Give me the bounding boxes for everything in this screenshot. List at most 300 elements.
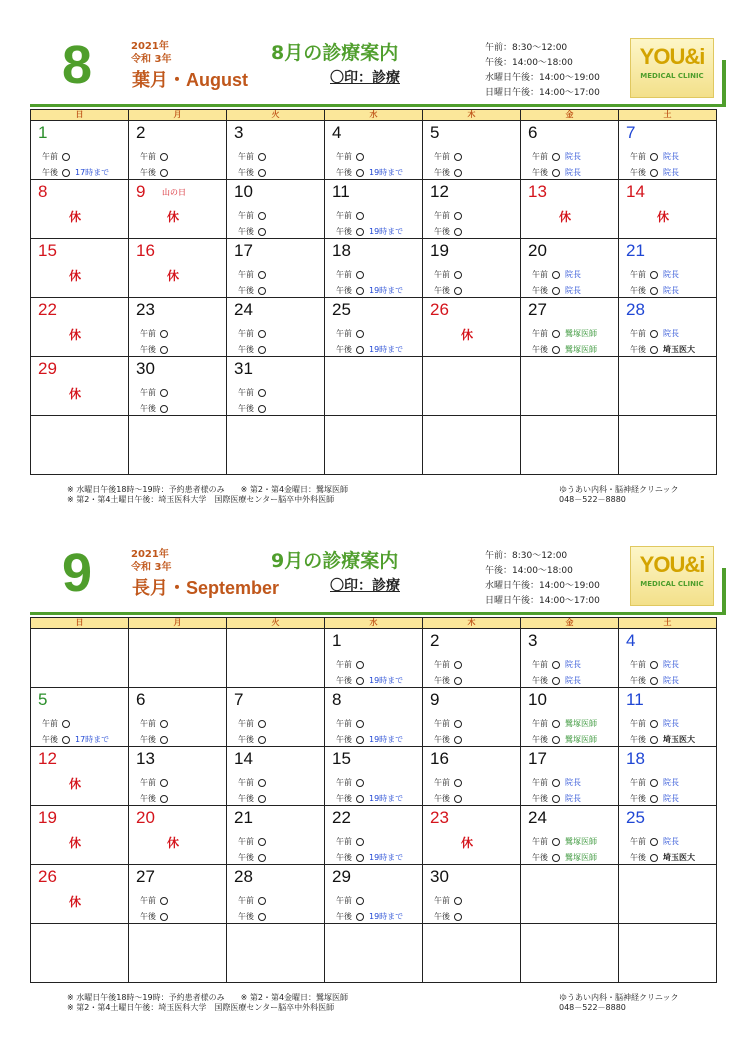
afternoon-slot <box>336 167 403 178</box>
open-circle-icon <box>552 795 560 803</box>
afternoon-slot <box>532 344 597 355</box>
empty-cell <box>227 629 325 688</box>
slot-note: 鷺塚医師 <box>565 735 597 744</box>
empty-cell <box>521 357 619 416</box>
slot-label: 午後 <box>630 794 646 803</box>
slot-label: 午前 <box>434 660 450 669</box>
weekday-header: 土 <box>619 618 717 629</box>
slot-label: 午前 <box>140 329 156 338</box>
day-number: 14 <box>234 749 253 768</box>
slot-label: 午後 <box>140 794 156 803</box>
slot-note: 院長 <box>663 719 679 728</box>
empty-cell <box>619 924 717 983</box>
day-number: 5 <box>38 690 48 709</box>
day-cell <box>423 806 521 865</box>
slot-label: 午後 <box>238 735 254 744</box>
afternoon-slot <box>140 167 173 178</box>
day-cell <box>227 239 325 298</box>
open-circle-icon <box>160 389 168 397</box>
day-cell <box>521 180 619 239</box>
closed-label: 休 <box>69 210 82 224</box>
slot-note: 院長 <box>565 778 581 787</box>
slot-note: 鷺塚医師 <box>565 837 597 846</box>
clinic-name: ゆうあい内科・脳神経クリニック <box>559 993 679 1002</box>
slot-label: 午前 <box>336 211 352 220</box>
slot-note: 鷺塚医師 <box>565 345 597 354</box>
afternoon-slot <box>140 793 173 804</box>
afternoon-slot <box>336 734 403 745</box>
page-title: 8月の診療案内 <box>271 42 399 64</box>
open-circle-icon <box>454 897 462 905</box>
open-circle-icon <box>258 287 266 295</box>
slot-note: 院長 <box>663 837 679 846</box>
slot-note: 17時まで <box>75 735 110 744</box>
day-cell <box>325 747 423 806</box>
day-number: 16 <box>430 749 449 768</box>
slot-note: 埼玉医大 <box>663 853 695 862</box>
day-number: 2 <box>136 123 146 142</box>
day-cell <box>129 747 227 806</box>
day-number: 12 <box>430 182 449 201</box>
slot-label: 午後 <box>336 676 352 685</box>
morning-slot <box>532 659 581 670</box>
day-cell <box>227 688 325 747</box>
slot-label: 午後 <box>434 794 450 803</box>
slot-label: 午前 <box>238 896 254 905</box>
slot-label: 午後 <box>532 853 548 862</box>
weekday-header: 月 <box>129 110 227 121</box>
day-number: 9 <box>136 182 146 201</box>
year-gregorian: 2021年 <box>131 549 169 560</box>
open-circle-icon <box>356 346 364 354</box>
day-cell <box>423 239 521 298</box>
closed-label: 休 <box>167 210 180 224</box>
day-number: 17 <box>528 749 547 768</box>
slot-label: 午後 <box>238 345 254 354</box>
morning-slot <box>434 895 467 906</box>
morning-slot <box>630 777 679 788</box>
slot-label: 午後 <box>140 168 156 177</box>
afternoon-slot <box>434 734 467 745</box>
morning-slot <box>238 210 271 221</box>
slot-note: 院長 <box>663 152 679 161</box>
day-cell <box>325 629 423 688</box>
slot-note: 19時まで <box>369 345 404 354</box>
slot-note: 院長 <box>565 676 581 685</box>
footer-notes <box>67 485 348 505</box>
closed-label: 休 <box>167 269 180 283</box>
slot-label: 午後 <box>434 676 450 685</box>
logo-subtitle: MEDICAL CLINIC <box>640 72 704 80</box>
slot-label: 午後 <box>140 404 156 413</box>
empty-cell <box>31 416 129 475</box>
weekday-header: 日 <box>31 110 129 121</box>
slot-label: 午前 <box>630 329 646 338</box>
day-number: 11 <box>626 690 644 709</box>
afternoon-slot <box>630 734 695 745</box>
slot-note: 院長 <box>663 286 679 295</box>
weekday-header: 水 <box>325 110 423 121</box>
header-rule-edge <box>722 60 726 107</box>
day-cell <box>619 298 717 357</box>
logo-mark: YOU&i <box>639 44 705 69</box>
week-row <box>31 806 717 865</box>
open-circle-icon <box>356 736 364 744</box>
slot-label: 午後 <box>140 912 156 921</box>
open-circle-icon <box>356 661 364 669</box>
day-number: 2 <box>430 631 440 650</box>
open-circle-icon <box>552 169 560 177</box>
day-number: 20 <box>528 241 547 260</box>
day-cell <box>521 747 619 806</box>
morning-slot <box>140 328 173 339</box>
day-cell <box>325 298 423 357</box>
slot-note: 院長 <box>565 168 581 177</box>
day-number: 24 <box>528 808 547 827</box>
day-number: 8 <box>332 690 342 709</box>
open-circle-icon <box>160 405 168 413</box>
open-circle-icon <box>650 854 658 862</box>
day-cell <box>423 688 521 747</box>
slot-note: 院長 <box>565 152 581 161</box>
footer-note: ※ 第2・第4土曜日午後：埼玉医科大学 国際医療センター脳卒中外科医師 <box>67 495 335 504</box>
afternoon-slot <box>336 793 403 804</box>
slot-label: 午前 <box>238 270 254 279</box>
slot-label: 午後 <box>336 168 352 177</box>
open-circle-icon <box>258 779 266 787</box>
day-number: 15 <box>38 241 57 260</box>
morning-slot <box>238 718 271 729</box>
day-number: 22 <box>332 808 351 827</box>
open-circle-icon <box>258 389 266 397</box>
afternoon-slot <box>238 911 271 922</box>
slot-note: 19時まで <box>369 735 404 744</box>
day-number: 31 <box>234 359 253 378</box>
morning-slot <box>532 836 597 847</box>
slot-label: 午前 <box>630 270 646 279</box>
morning-slot <box>532 269 581 280</box>
slot-label: 午後 <box>140 735 156 744</box>
open-circle-icon <box>62 169 70 177</box>
slot-label: 午前 <box>140 778 156 787</box>
weekday-header: 金 <box>521 618 619 629</box>
afternoon-slot <box>238 344 271 355</box>
day-cell <box>31 688 129 747</box>
empty-cell <box>423 357 521 416</box>
weekday-header: 木 <box>423 110 521 121</box>
day-cell <box>521 298 619 357</box>
afternoon-slot <box>140 403 173 414</box>
closed-label: 休 <box>69 895 82 909</box>
day-cell <box>325 688 423 747</box>
clinic-phone: 048－522－8880 <box>559 1003 626 1012</box>
slot-label: 午後 <box>434 227 450 236</box>
slot-label: 午前 <box>532 778 548 787</box>
open-circle-icon <box>258 271 266 279</box>
slot-label: 午前 <box>336 837 352 846</box>
open-circle-icon <box>258 169 266 177</box>
day-cell <box>325 806 423 865</box>
day-number: 8 <box>38 182 48 201</box>
slot-note: 院長 <box>663 778 679 787</box>
day-number: 16 <box>136 241 155 260</box>
year-label <box>131 41 171 66</box>
morning-slot <box>434 659 467 670</box>
open-circle-icon <box>160 913 168 921</box>
day-cell <box>325 180 423 239</box>
week-row <box>31 924 717 983</box>
open-circle-icon <box>258 405 266 413</box>
day-cell <box>521 688 619 747</box>
slot-label: 午前 <box>630 719 646 728</box>
open-circle-icon <box>160 795 168 803</box>
open-circle-icon <box>258 330 266 338</box>
month-header <box>0 508 750 616</box>
slot-label: 午前 <box>532 270 548 279</box>
slot-label: 午前 <box>238 329 254 338</box>
legend-text: 〇印：診療 <box>330 578 400 594</box>
weekday-header: 木 <box>423 618 521 629</box>
holiday-name: 山の日 <box>162 188 186 197</box>
afternoon-slot <box>434 911 467 922</box>
day-cell <box>423 298 521 357</box>
afternoon-slot <box>140 911 173 922</box>
month-name: 葉月・August <box>132 70 248 90</box>
closed-label: 休 <box>69 777 82 791</box>
afternoon-slot <box>630 285 679 296</box>
open-circle-icon <box>356 720 364 728</box>
day-number: 10 <box>234 182 253 201</box>
open-circle-icon <box>650 287 658 295</box>
morning-slot <box>434 718 467 729</box>
afternoon-slot <box>238 285 271 296</box>
open-circle-icon <box>552 854 560 862</box>
empty-cell <box>129 924 227 983</box>
day-cell <box>423 865 521 924</box>
slot-label: 午後 <box>532 345 548 354</box>
slot-note: 鷺塚医師 <box>565 719 597 728</box>
open-circle-icon <box>356 153 364 161</box>
week-row <box>31 416 717 475</box>
day-cell <box>325 865 423 924</box>
hours-line: 水曜日午後：14:00～19:00 <box>485 73 600 83</box>
footer-notes <box>67 993 348 1013</box>
morning-slot <box>630 269 679 280</box>
empty-cell <box>31 924 129 983</box>
afternoon-slot <box>434 226 467 237</box>
morning-slot <box>630 718 679 729</box>
empty-cell <box>423 924 521 983</box>
empty-cell <box>227 416 325 475</box>
day-cell <box>129 806 227 865</box>
day-cell <box>31 806 129 865</box>
clinic-name: ゆうあい内科・脳神経クリニック <box>559 485 679 494</box>
slot-label: 午後 <box>336 227 352 236</box>
open-circle-icon <box>552 287 560 295</box>
morning-slot <box>238 387 271 398</box>
clinic-logo <box>630 38 714 98</box>
morning-slot <box>238 328 271 339</box>
hours-line: 午前：8:30～12:00 <box>485 551 568 561</box>
open-circle-icon <box>356 854 364 862</box>
slot-label: 午後 <box>532 286 548 295</box>
open-circle-icon <box>356 677 364 685</box>
weekday-header: 金 <box>521 110 619 121</box>
open-circle-icon <box>62 736 70 744</box>
open-circle-icon <box>650 779 658 787</box>
slot-note: 19時まで <box>369 286 404 295</box>
day-cell <box>325 121 423 180</box>
open-circle-icon <box>160 330 168 338</box>
slot-note: 19時まで <box>369 676 404 685</box>
day-cell <box>521 629 619 688</box>
day-number: 3 <box>528 631 538 650</box>
open-circle-icon <box>258 153 266 161</box>
day-cell <box>423 747 521 806</box>
slot-label: 午後 <box>630 853 646 862</box>
day-cell <box>31 180 129 239</box>
week-row <box>31 121 717 180</box>
day-number: 13 <box>528 182 547 201</box>
open-circle-icon <box>160 736 168 744</box>
slot-label: 午前 <box>336 778 352 787</box>
day-number: 27 <box>528 300 547 319</box>
morning-slot <box>140 387 173 398</box>
day-cell <box>423 629 521 688</box>
afternoon-slot <box>630 852 695 863</box>
open-circle-icon <box>258 913 266 921</box>
day-number: 20 <box>136 808 155 827</box>
morning-slot <box>238 777 271 788</box>
open-circle-icon <box>258 838 266 846</box>
day-number: 15 <box>332 749 351 768</box>
slot-note: 鷺塚医師 <box>565 853 597 862</box>
slot-label: 午後 <box>630 676 646 685</box>
slot-note: 19時まで <box>369 168 404 177</box>
morning-slot <box>336 836 369 847</box>
day-cell <box>129 239 227 298</box>
morning-slot <box>434 210 467 221</box>
day-number: 19 <box>38 808 57 827</box>
clinic-contact <box>559 485 679 505</box>
slot-label: 午後 <box>336 794 352 803</box>
afternoon-slot <box>630 793 679 804</box>
open-circle-icon <box>160 346 168 354</box>
open-circle-icon <box>552 346 560 354</box>
day-cell <box>521 121 619 180</box>
morning-slot <box>630 659 679 670</box>
open-circle-icon <box>62 720 70 728</box>
open-circle-icon <box>454 913 462 921</box>
slot-note: 埼玉医大 <box>663 735 695 744</box>
weekday-header: 日 <box>31 618 129 629</box>
open-circle-icon <box>650 677 658 685</box>
open-circle-icon <box>160 897 168 905</box>
slot-label: 午前 <box>238 719 254 728</box>
day-cell <box>619 747 717 806</box>
slot-label: 午後 <box>336 735 352 744</box>
slot-label: 午後 <box>238 404 254 413</box>
slot-label: 午前 <box>336 152 352 161</box>
open-circle-icon <box>160 153 168 161</box>
slot-label: 午前 <box>336 719 352 728</box>
day-number: 10 <box>528 690 547 709</box>
afternoon-slot <box>238 793 271 804</box>
slot-label: 午前 <box>532 837 548 846</box>
day-number: 30 <box>136 359 155 378</box>
open-circle-icon <box>356 838 364 846</box>
hours-line: 午前：8:30～12:00 <box>485 43 568 53</box>
day-number: 18 <box>626 749 645 768</box>
slot-label: 午前 <box>238 778 254 787</box>
day-number: 26 <box>38 867 57 886</box>
afternoon-slot <box>238 734 271 745</box>
slot-label: 午後 <box>630 735 646 744</box>
open-circle-icon <box>650 838 658 846</box>
day-cell <box>521 806 619 865</box>
slot-label: 午前 <box>434 211 450 220</box>
open-circle-icon <box>650 346 658 354</box>
day-number: 29 <box>332 867 351 886</box>
open-circle-icon <box>454 169 462 177</box>
slot-label: 午前 <box>140 896 156 905</box>
day-number: 6 <box>136 690 146 709</box>
slot-label: 午前 <box>42 719 58 728</box>
slot-label: 午後 <box>630 168 646 177</box>
day-number: 24 <box>234 300 253 319</box>
morning-slot <box>238 151 271 162</box>
morning-slot <box>532 777 581 788</box>
slot-note: 院長 <box>663 794 679 803</box>
slot-note: 院長 <box>663 270 679 279</box>
afternoon-slot <box>42 734 109 745</box>
day-number: 1 <box>332 631 342 650</box>
slot-label: 午前 <box>532 660 548 669</box>
slot-note: 院長 <box>565 660 581 669</box>
slot-label: 午前 <box>434 270 450 279</box>
afternoon-slot <box>42 167 109 178</box>
slot-label: 午後 <box>336 345 352 354</box>
weekday-header: 土 <box>619 110 717 121</box>
closed-label: 休 <box>69 836 82 850</box>
slot-label: 午後 <box>238 286 254 295</box>
hours-line: 午後：14:00～18:00 <box>485 58 573 68</box>
day-number: 27 <box>136 867 155 886</box>
slot-label: 午前 <box>238 211 254 220</box>
slot-label: 午前 <box>42 152 58 161</box>
day-cell <box>31 239 129 298</box>
slot-label: 午前 <box>140 388 156 397</box>
morning-slot <box>336 718 369 729</box>
closed-label: 休 <box>559 210 572 224</box>
closed-label: 休 <box>461 836 474 850</box>
slot-label: 午後 <box>238 853 254 862</box>
slot-label: 午前 <box>140 152 156 161</box>
afternoon-slot <box>140 344 173 355</box>
day-cell <box>129 121 227 180</box>
day-number: 21 <box>626 241 645 260</box>
open-circle-icon <box>552 720 560 728</box>
afternoon-slot <box>336 911 403 922</box>
open-circle-icon <box>552 736 560 744</box>
day-number: 7 <box>626 123 636 142</box>
closed-label: 休 <box>69 328 82 342</box>
open-circle-icon <box>650 169 658 177</box>
slot-note: 院長 <box>663 168 679 177</box>
week-row <box>31 747 717 806</box>
open-circle-icon <box>356 913 364 921</box>
open-circle-icon <box>552 661 560 669</box>
